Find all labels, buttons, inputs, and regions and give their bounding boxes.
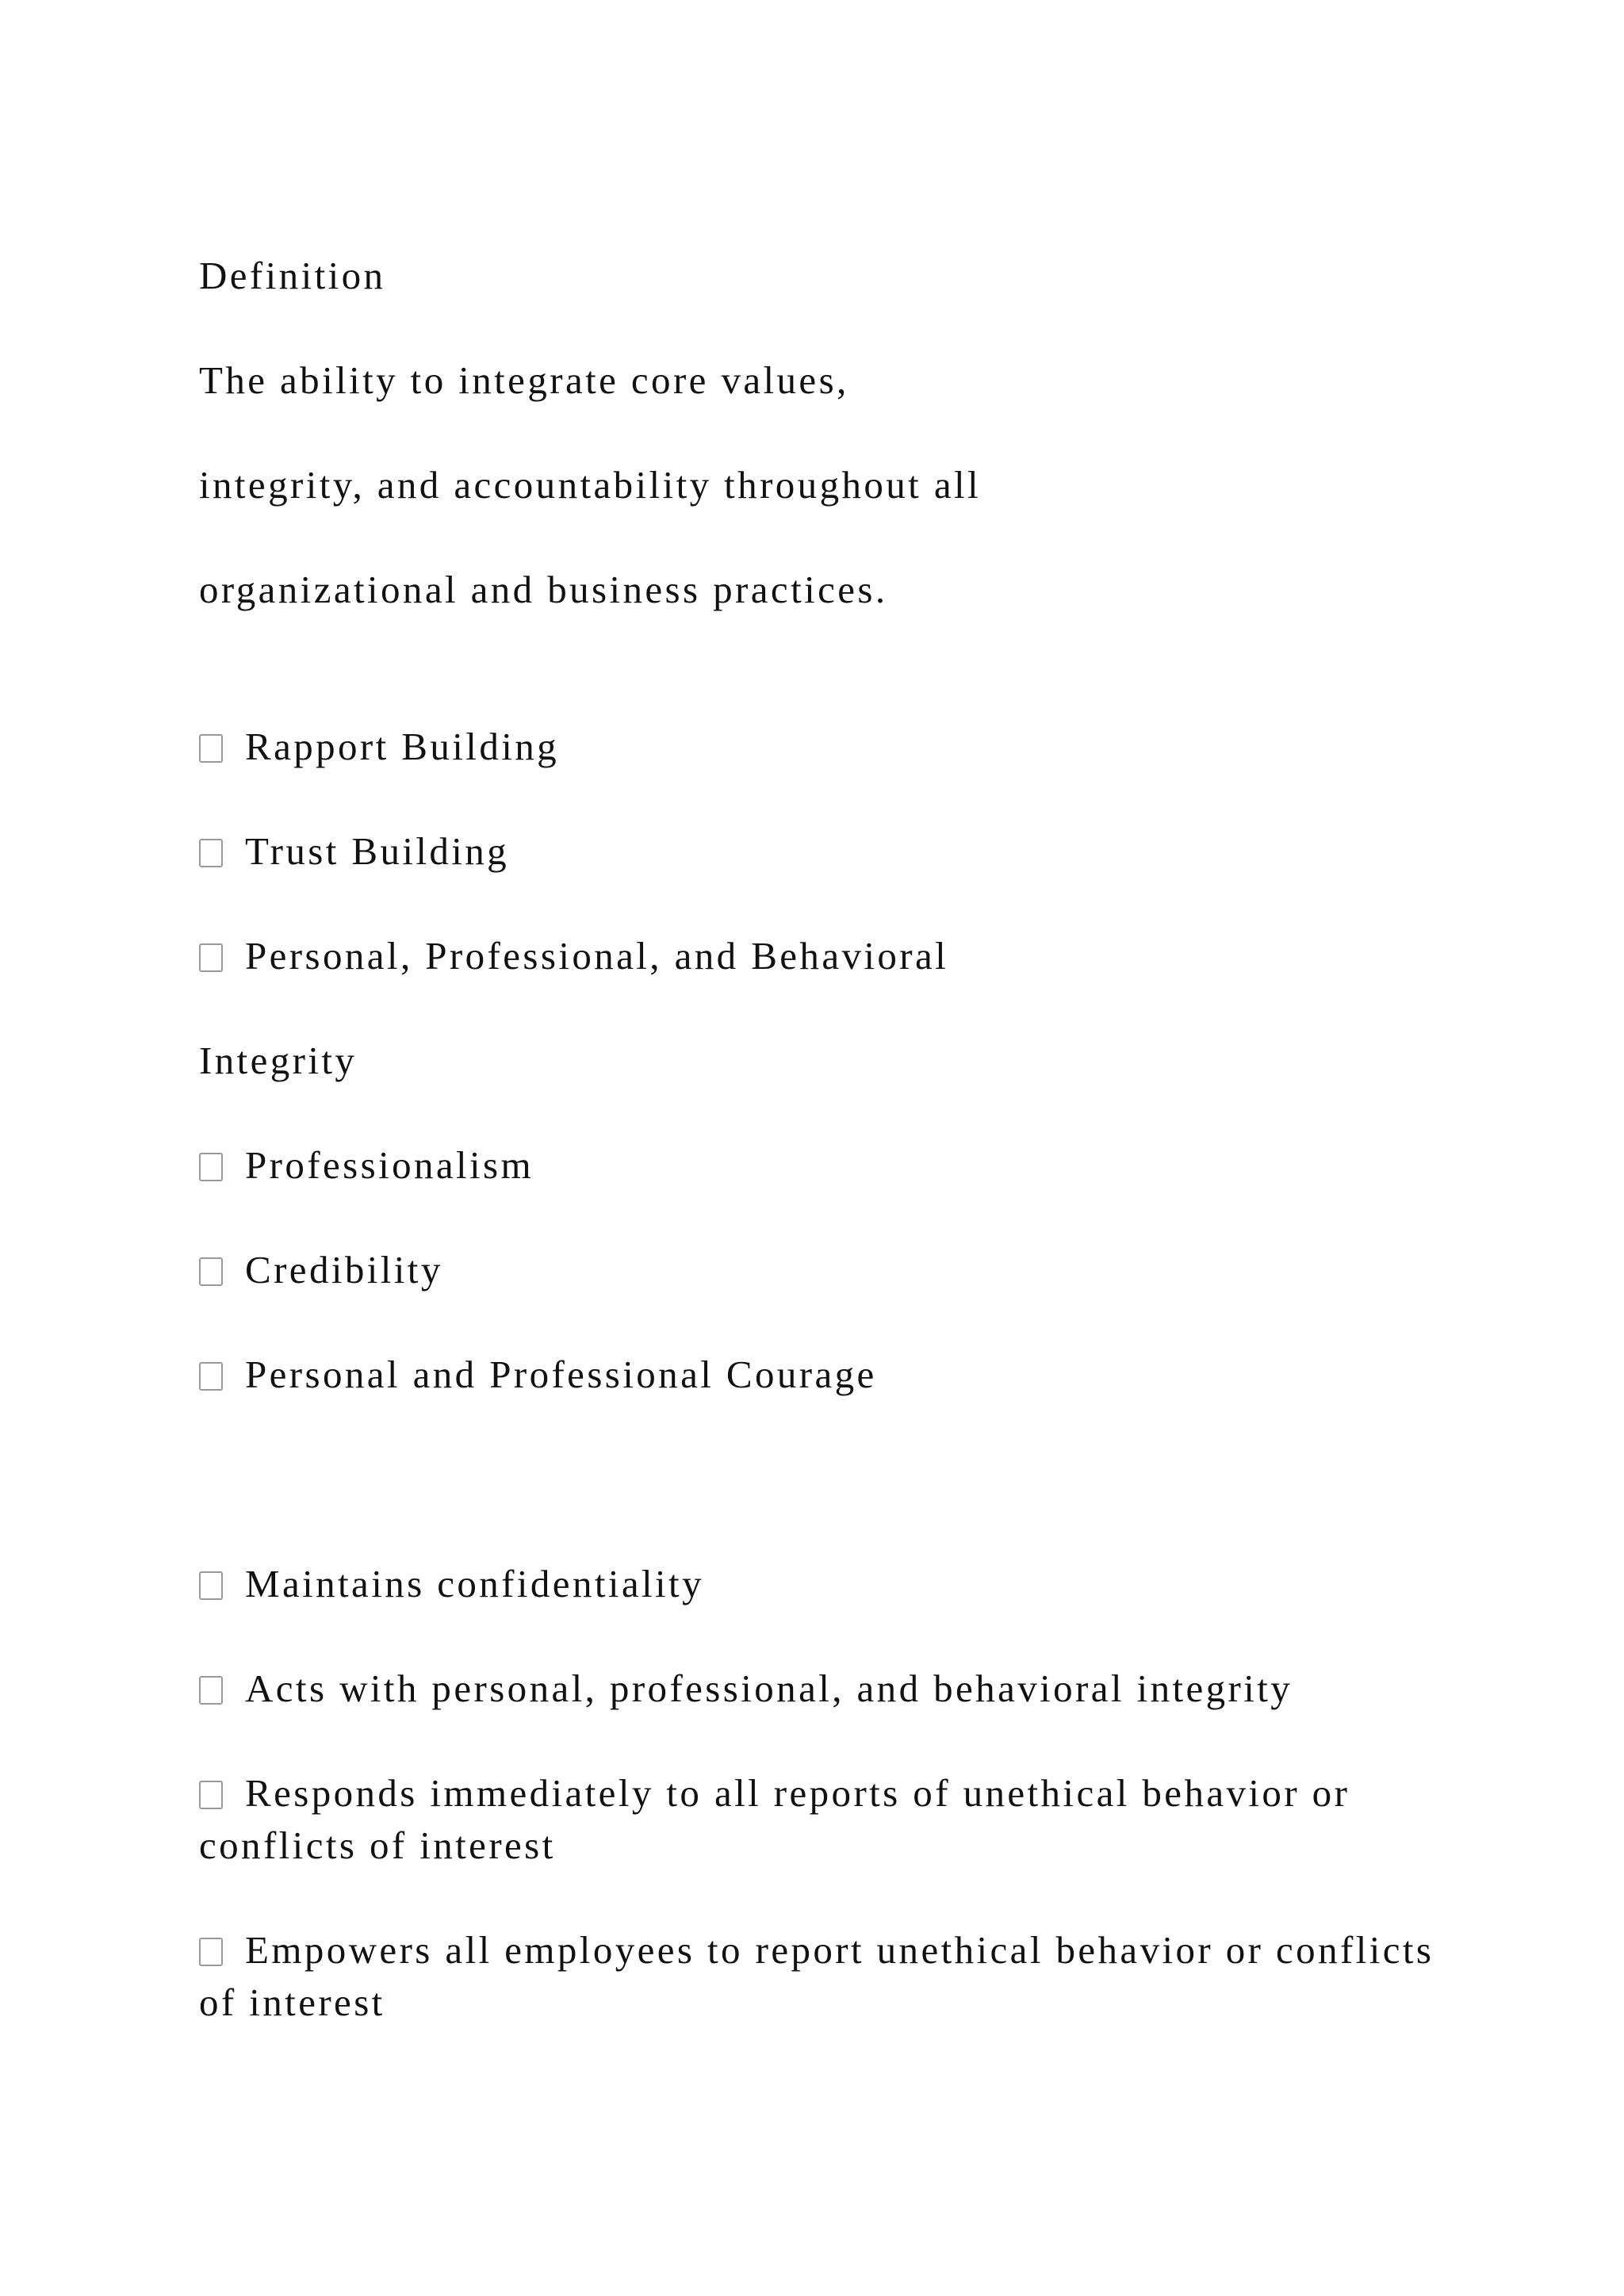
behavior-label: Empowers all employees to report unethical behavior or conflicts of interest <box>199 1928 1434 2024</box>
missing-glyph-box-icon <box>199 839 223 867</box>
behavior-label: Responds immediately to all reports of unethical behavior or conflicts of interest <box>199 1771 1350 1867</box>
behavior-item <box>199 1663 1293 1715</box>
behavior-item <box>199 1767 1468 1872</box>
competency-item <box>199 1244 443 1296</box>
competency-item <box>199 1139 534 1192</box>
behavior-item <box>199 1924 1468 2029</box>
missing-glyph-box-icon <box>199 1362 223 1391</box>
missing-glyph-box-icon <box>199 1781 223 1809</box>
competency-item <box>199 1349 877 1401</box>
competency-item <box>199 825 509 878</box>
missing-glyph-box-icon <box>199 1676 223 1705</box>
competency-continuation: Integrity <box>199 1039 358 1082</box>
definition-line-1: The ability to integrate core values, <box>199 358 849 402</box>
competency-label: Professionalism <box>245 1143 534 1187</box>
missing-glyph-box-icon <box>199 1153 223 1181</box>
definition-line-3: organizational and business practices. <box>199 568 888 611</box>
competency-label: Trust Building <box>245 829 510 873</box>
missing-glyph-box-icon <box>199 734 223 763</box>
behavior-item <box>199 1558 704 1610</box>
section-heading: Definition <box>199 254 386 297</box>
competency-label: Rapport Building <box>245 725 560 768</box>
competency-label: Credibility <box>245 1248 443 1292</box>
competency-label: Personal and Professional Courage <box>245 1353 877 1396</box>
competency-label: Personal, Professional, and Behavioral <box>245 934 949 978</box>
behavior-label: Maintains confidentiality <box>245 1562 704 1605</box>
definition-line-2: integrity, and accountability throughout all <box>199 463 982 507</box>
missing-glyph-box-icon <box>199 1571 223 1600</box>
competency-item <box>199 721 559 773</box>
missing-glyph-box-icon <box>199 1257 223 1286</box>
missing-glyph-box-icon <box>199 1938 223 1966</box>
behavior-label: Acts with personal, professional, and behavioral integrity <box>245 1667 1293 1710</box>
missing-glyph-box-icon <box>199 943 223 972</box>
competency-item <box>199 930 948 982</box>
